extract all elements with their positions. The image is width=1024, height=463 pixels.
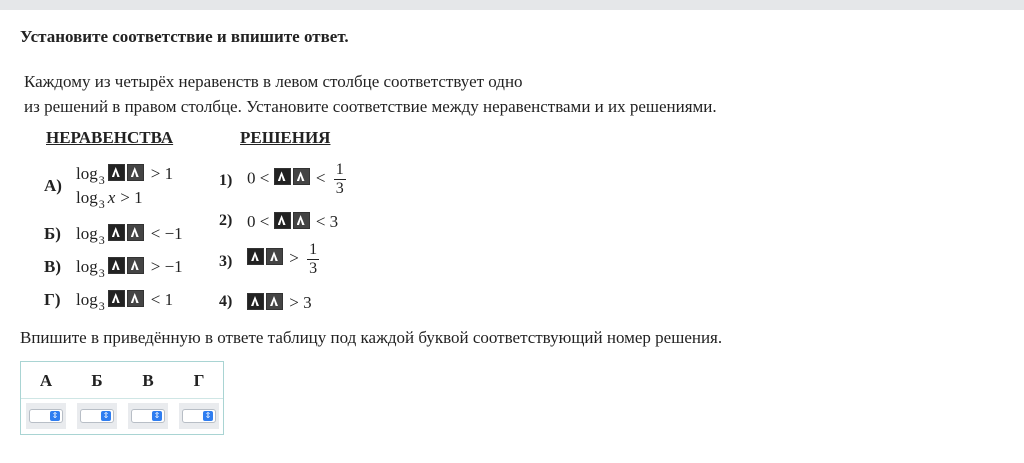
solution-left-bound: 0 < [247,168,270,188]
solution-1 [247,161,346,198]
answer-instruction: Впишите в приведённую в ответе таблицу под каждой буквой соответствующий номер решения. [20,328,723,347]
solution-4 [247,293,312,313]
solution-3 [247,241,319,278]
select-arrows-icon: ⇕ [102,411,110,420]
formula-image-icon [266,248,283,265]
solution-number-2: 2) [219,212,233,229]
fraction-one-third [307,241,319,278]
inequality-letter-v: В) [44,257,61,276]
answer-header-a: А [39,371,53,390]
formula-image-icon [247,248,264,265]
inequality-relation: > 1 [150,164,174,183]
solution-number-1: 1) [219,172,233,189]
formula-image-icon [127,164,144,181]
formula-image-icon [127,224,144,241]
formula-image-icon [108,290,125,307]
inequalities-header: НЕРАВЕНСТВА [46,128,174,147]
fraction-denominator: 3 [309,260,318,277]
solution-relation: < [315,168,326,188]
formula-image-icon [127,290,144,307]
formula-image-icon [108,257,125,274]
log-text: log [76,290,98,309]
intro-line-2: из решений в правом столбце. Установите соответствие между неравенствами и их решениями. [24,97,717,116]
formula-image-icon [293,168,310,185]
answer-select-g[interactable] [182,409,216,423]
log-base: 3 [98,197,105,211]
task-intro [24,69,717,119]
inequality-v [76,257,188,280]
variable-x: x [107,188,116,207]
log-base: 3 [98,299,105,313]
inequality-a [76,164,178,187]
inequality-b [76,224,188,247]
top-bar [0,0,1024,10]
solution-left-bound: 0 < [247,212,270,231]
formula-image-icon [127,257,144,274]
log-base: 3 [98,266,105,280]
fraction-one-third [334,161,346,198]
solution-relation: < 3 [315,212,339,231]
log-base: 3 [98,233,105,247]
solution-relation: > [289,248,299,268]
select-arrows-icon: ⇕ [153,411,161,420]
log-text: log [76,188,98,207]
solution-number-3: 3) [219,253,233,270]
log-text: log [76,257,98,276]
inequality-g [76,290,178,313]
inequality-relation: < 1 [150,290,174,309]
inequality-letter-g: Г) [44,290,61,309]
answer-select-a[interactable] [29,409,63,423]
formula-image-icon [247,293,264,310]
log-text: log [76,224,98,243]
formula-image-icon [293,212,310,229]
answer-header-b: Б [91,371,103,390]
log-text: log [76,164,98,183]
answer-select-v[interactable] [131,409,165,423]
answer-table [20,361,224,435]
formula-image-icon [266,293,283,310]
fraction-denominator: 3 [335,180,344,197]
solution-number-4: 4) [219,293,233,310]
intro-line-1: Каждому из четырёх неравенств в левом столбце соответствует одно [24,72,523,91]
inequality-relation: < −1 [150,224,183,243]
answer-select-b[interactable] [80,409,114,423]
select-arrows-icon: ⇕ [204,411,212,420]
log-base: 3 [98,173,105,187]
table-divider [21,398,223,399]
select-arrows-icon: ⇕ [51,411,59,420]
formula-image-icon [274,212,291,229]
formula-image-icon [108,224,125,241]
formula-image-icon [274,168,291,185]
inequality-a-line2 [76,188,148,211]
answer-header-v: В [142,371,154,390]
inequality-letter-a: А) [44,176,62,195]
solution-2 [247,212,338,232]
fraction-numerator: 1 [335,161,344,178]
fraction-numerator: 1 [309,241,318,258]
inequality-relation: > −1 [150,257,183,276]
inequality-letter-b: Б) [44,224,61,243]
task-title: Установите соответствие и впишите ответ. [20,27,349,46]
solution-relation: > 3 [289,293,312,312]
inequality-relation: > 1 [120,188,143,207]
formula-image-icon [108,164,125,181]
answer-header-g: Г [193,371,205,390]
solutions-header: РЕШЕНИЯ [240,128,331,147]
